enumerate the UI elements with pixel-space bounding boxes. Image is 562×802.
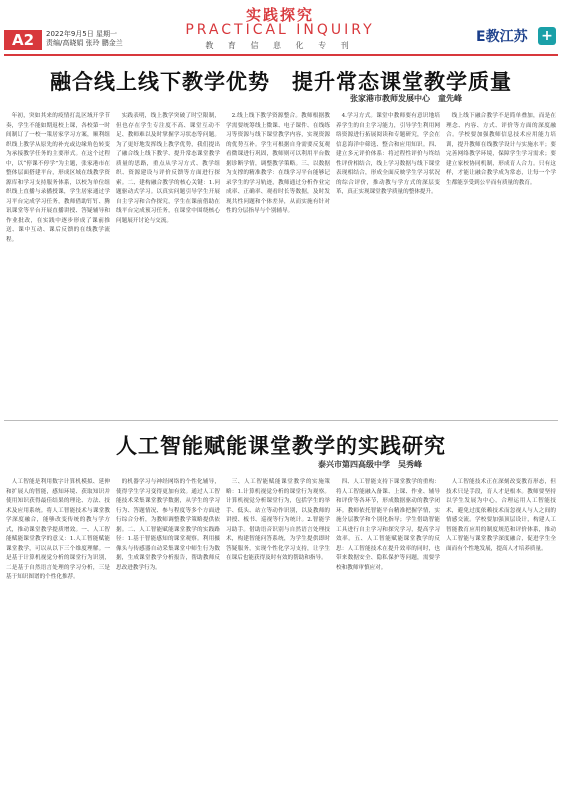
header-rule: [4, 54, 558, 56]
publish-date: 2022年9月5日 星期一: [46, 30, 117, 38]
article2-byline: 泰兴市第四高级中学 吴秀峰: [318, 460, 422, 469]
plus-icon: +: [538, 27, 556, 45]
article2-title: 人工智能赋能课堂教学的实践研究: [116, 434, 446, 458]
page-number: A2: [4, 30, 42, 50]
article1-title: 融合线上线下教学优势 提升常态课堂教学质量: [50, 70, 512, 94]
article1-byline: 张家港市教师发展中心 童先峰: [350, 94, 462, 103]
article2-column-2: 的机器学习与神经网络的个性化辅导，使得学生学习变得更加有效。通过人工智能技术采集课堂教学数据，从学生的学习行为、答题情况、参与程度等多个方面进行综合分析，为教师调整教学策略提供依据。二、人工智能赋能课堂教学的实践路径：1.基于智能感知的课堂观察。利用摄像头与传感器自动采集课堂中师生行为数据，生成课堂教学分析报告，帮助教师反思改进教学行为。: [116, 479, 220, 571]
article1-column-1: 年初，突如其来的疫情打乱区域开学节奏，学生不能如期返校上课，各校第一时间制订了一校一策居家学习方案，顺利组织线上教学从原先的补充或边缘角色转变为承接教学任务的主要形式。在这个过程中，以“停课不停学”为主题，张家港市在整体层面搭建平台，形成区域在线教学资源库和学习支持服务体系，以校为单位组织线上直播与录播授课，学生居家通过学习平台完成学习任务，教师借助钉钉、腾讯课堂等平台开展直播讲授、答疑辅导和作业批改，在实践中逐步形成了课前推送、课中互动、课后反馈的在线教学流程。: [6, 113, 110, 243]
section-title: 实践探究: [245, 6, 314, 24]
page-header: [0, 0, 562, 56]
dateline: [46, 30, 123, 48]
section-title-en: PRACTICAL INQUIRY: [185, 22, 375, 38]
article-divider: [4, 420, 558, 421]
article2-column-3: 三、人工智能赋能课堂教学的实施策略：1.计算机视觉分析的课堂行为观察。计算机视觉分析课堂行为，包括学生的举手、低头、站立等动作识别，以及教师的讲授、板书、巡视等行为统计。2.智能学习助手。借助语音识别与自然语言处理技术，构建智能问答系统，为学生提供即时答疑服务，实现个性化学习支持，让学生在课后也能获得及时有效的帮助和指导。: [226, 479, 330, 561]
article1-column-4: 4.学习方式。课堂中教师要有意识地培养学生的自主学习能力，引导学生利用网络资源进行拓展阅读和专题研究，学会在信息海洋中筛选、整合和应用知识。四、建立多元评价体系：将过程性评价与终结性评价相结合，线上学习数据与线下课堂表现相结合，形成全面反映学生学习状况的综合评价，推动教与学方式的深层变革，真正实现课堂教学质量的整体提升。: [336, 113, 440, 195]
newspaper-logo: [476, 26, 560, 48]
article2-column-1: 人工智能是利用数字计算机模拟、延伸和扩展人的智能，感知环境、获取知识并使用知识获得最佳结果的理论、方法、技术及应用系统。将人工智能技术与课堂教学深度融合，能够改变传统的教与学方式，推动课堂教学提质增效。一、人工智能赋能课堂教学的意义：1.人工智能赋能课堂教学，可以从以下三个维度理解。一是基于计算机视觉分析的课堂行为识别，二是基于自然语言处理的学习分析，三是基于知识图谱的个性化推荐。: [6, 479, 110, 580]
article1-column-5: 线上线下融合教学不是简单叠加，而是在理念、内容、方式、评价等方面的深度融合。学校要加强教师信息技术应用能力培训，提升教师在线教学设计与实施水平；要完善网络教学环境，保障学生学习需求；要建立家校协同机制，形成育人合力。只有这样，才能让融合教学成为常态，让每一个学生都能享受到公平而有质量的教育。: [446, 113, 556, 186]
article2-column-5: 人工智能技术正在深刻改变教育形态，但技术只是手段，育人才是根本。教师要坚持以学生发展为中心，合理运用人工智能技术，避免过度依赖技术而忽视人与人之间的情感交流。学校要加强顶层设计，构建人工智能教育应用的制度规范和评价体系，推动人工智能与课堂教学深度融合，促进学生全面而有个性地发展，提高人才培养质量。: [446, 479, 556, 552]
logo-text: E教江苏: [476, 29, 528, 45]
section-subtitle: 教 育 信 息 化 专 刊: [205, 41, 355, 50]
article1-column-3: 2.线上线下教学资源整合。教师根据教学需要统筹线上微课、电子课件、在线练习等资源与线下课堂教学内容，实现资源的优势互补。学生可根据自身需要反复观看微课进行巩固，教师则可以利用平台数据诊断学情，调整教学策略。三、以数据为支撑的精准教学：在线学习平台能够记录学生的学习轨迹，教师通过分析作业完成率、正确率、观看时长等数据，及时发现共性问题和个体差异，从而实施有针对性的分层指导与个别辅导。: [226, 113, 330, 214]
article1-column-2: 实践表明，线上教学突破了时空限制，但也存在学生专注度不高、课堂互动不足、教师难以及时掌握学习状态等问题。为了更好地发挥线上教学优势，我们提出了融合线上线下教学、提升常态课堂教学质量的思路，重点从学习方式、教学组织、资源建设与评价反馈等方面进行探索。二、建构融合教学的核心关键：1.问题驱动式学习。以真实问题引导学生开展自主学习和合作探究，学生在课前借助在线平台完成预习任务，在课堂中围绕核心问题展开讨论与交流。: [116, 113, 220, 224]
article2-column-4: 四、人工智能支持下课堂教学的重构：将人工智能融入备课、上课、作业、辅导和评价等各环节，形成数据驱动的教学闭环。教师依托智能平台精准把握学情，实施分层教学和个别化指导；学生借助智能工具进行自主学习和探究学习，提高学习效率。五、人工智能赋能课堂教学的反思：人工智能技术在提升效率的同时，也带来数据安全、隐私保护等问题，需要学校和教师审慎应对。: [336, 479, 440, 571]
editors: 责编/高晓娟 张玲 鹏金兰: [46, 39, 123, 47]
